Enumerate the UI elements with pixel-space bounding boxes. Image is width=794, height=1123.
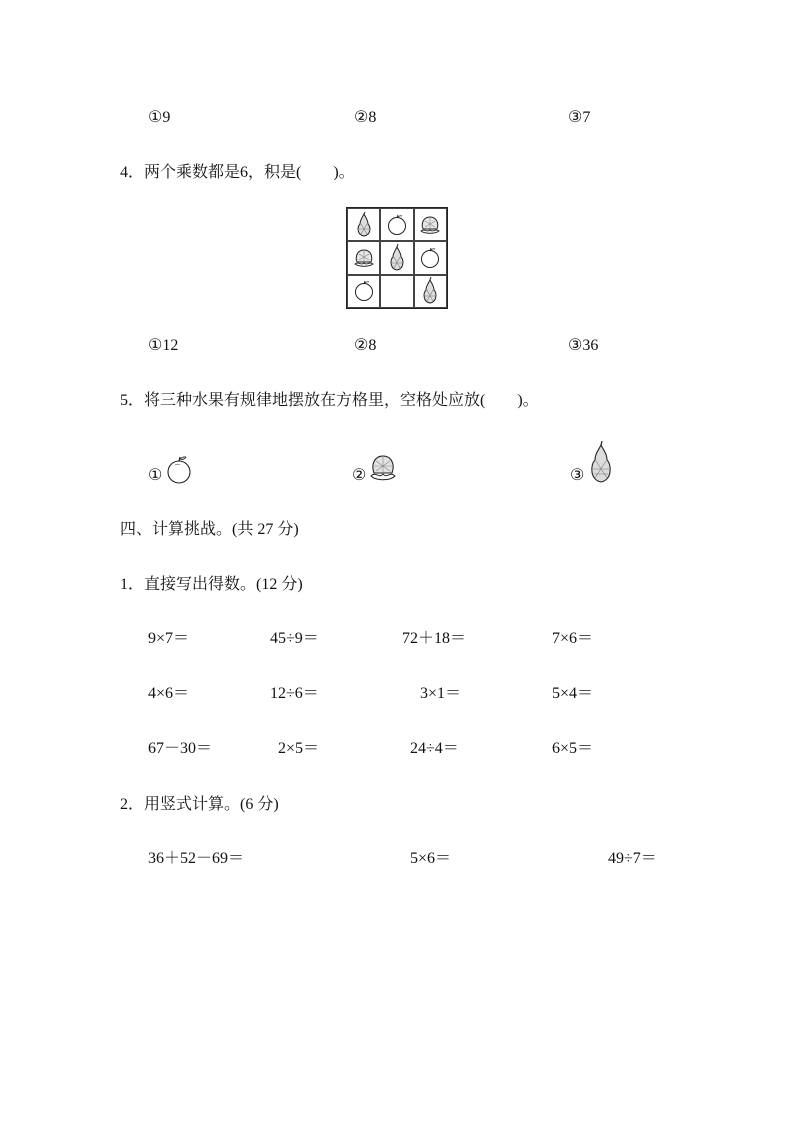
grid-cell — [347, 275, 380, 308]
calc-item: 3×1＝ — [420, 685, 462, 702]
q4-option-3: ③36 — [568, 337, 599, 354]
pear-icon — [586, 440, 616, 484]
calc-item: 7×6＝ — [552, 630, 594, 647]
q1-title: 1．直接写出得数。(12 分) — [120, 576, 303, 593]
vertical-calc-item: 49÷7＝ — [608, 850, 657, 867]
q3-option-1: ①9 — [148, 109, 171, 126]
section4-title: 四、计算挑战。(共 27 分) — [120, 521, 299, 538]
apple-icon — [353, 280, 375, 302]
grid-cell — [414, 275, 447, 308]
fruit-grid — [346, 207, 448, 309]
q5-option-3-label: ③ — [570, 467, 585, 484]
calc-item: 72＋18＝ — [402, 630, 467, 647]
calc-item: 4×6＝ — [148, 685, 190, 702]
grid-cell — [347, 208, 380, 241]
q5-option-1-label: ① — [148, 467, 163, 484]
pear-icon — [420, 277, 440, 305]
calc-item: 12÷6＝ — [270, 685, 319, 702]
grid-cell — [380, 241, 413, 274]
apple-icon — [165, 456, 193, 484]
peach-icon — [367, 452, 399, 484]
calc-item: 24÷4＝ — [410, 740, 459, 757]
pear-icon — [387, 244, 407, 272]
q4-option-1: ①12 — [148, 337, 179, 354]
calc-item: 2×5＝ — [278, 740, 320, 757]
grid-cell-empty — [380, 275, 413, 308]
vertical-calc-item: 36＋52－69＝ — [148, 850, 245, 867]
q4-option-2: ②8 — [354, 337, 377, 354]
calc-item: 45÷9＝ — [270, 630, 319, 647]
apple-icon — [386, 214, 408, 236]
q3-option-3: ③7 — [568, 109, 591, 126]
q4-question: 4．两个乘数都是6，积是( )。 — [120, 164, 355, 181]
pear-icon — [354, 212, 374, 238]
q2-title: 2．用竖式计算。(6 分) — [120, 796, 279, 813]
grid-cell — [414, 208, 447, 241]
calc-item: 9×7＝ — [148, 630, 190, 647]
q5-option-2-label: ② — [352, 467, 367, 484]
q5-question: 5．将三种水果有规律地摆放在方格里，空格处应放( )。 — [120, 392, 539, 409]
grid-cell — [380, 208, 413, 241]
grid-cell — [414, 241, 447, 274]
peach-icon — [418, 214, 442, 236]
peach-icon — [352, 247, 376, 269]
calc-item: 67－30＝ — [148, 740, 213, 757]
grid-cell — [347, 241, 380, 274]
calc-item: 5×4＝ — [552, 685, 594, 702]
q3-option-2: ②8 — [354, 109, 377, 126]
vertical-calc-item: 5×6＝ — [410, 850, 452, 867]
apple-icon — [419, 247, 441, 269]
calc-item: 6×5＝ — [552, 740, 594, 757]
